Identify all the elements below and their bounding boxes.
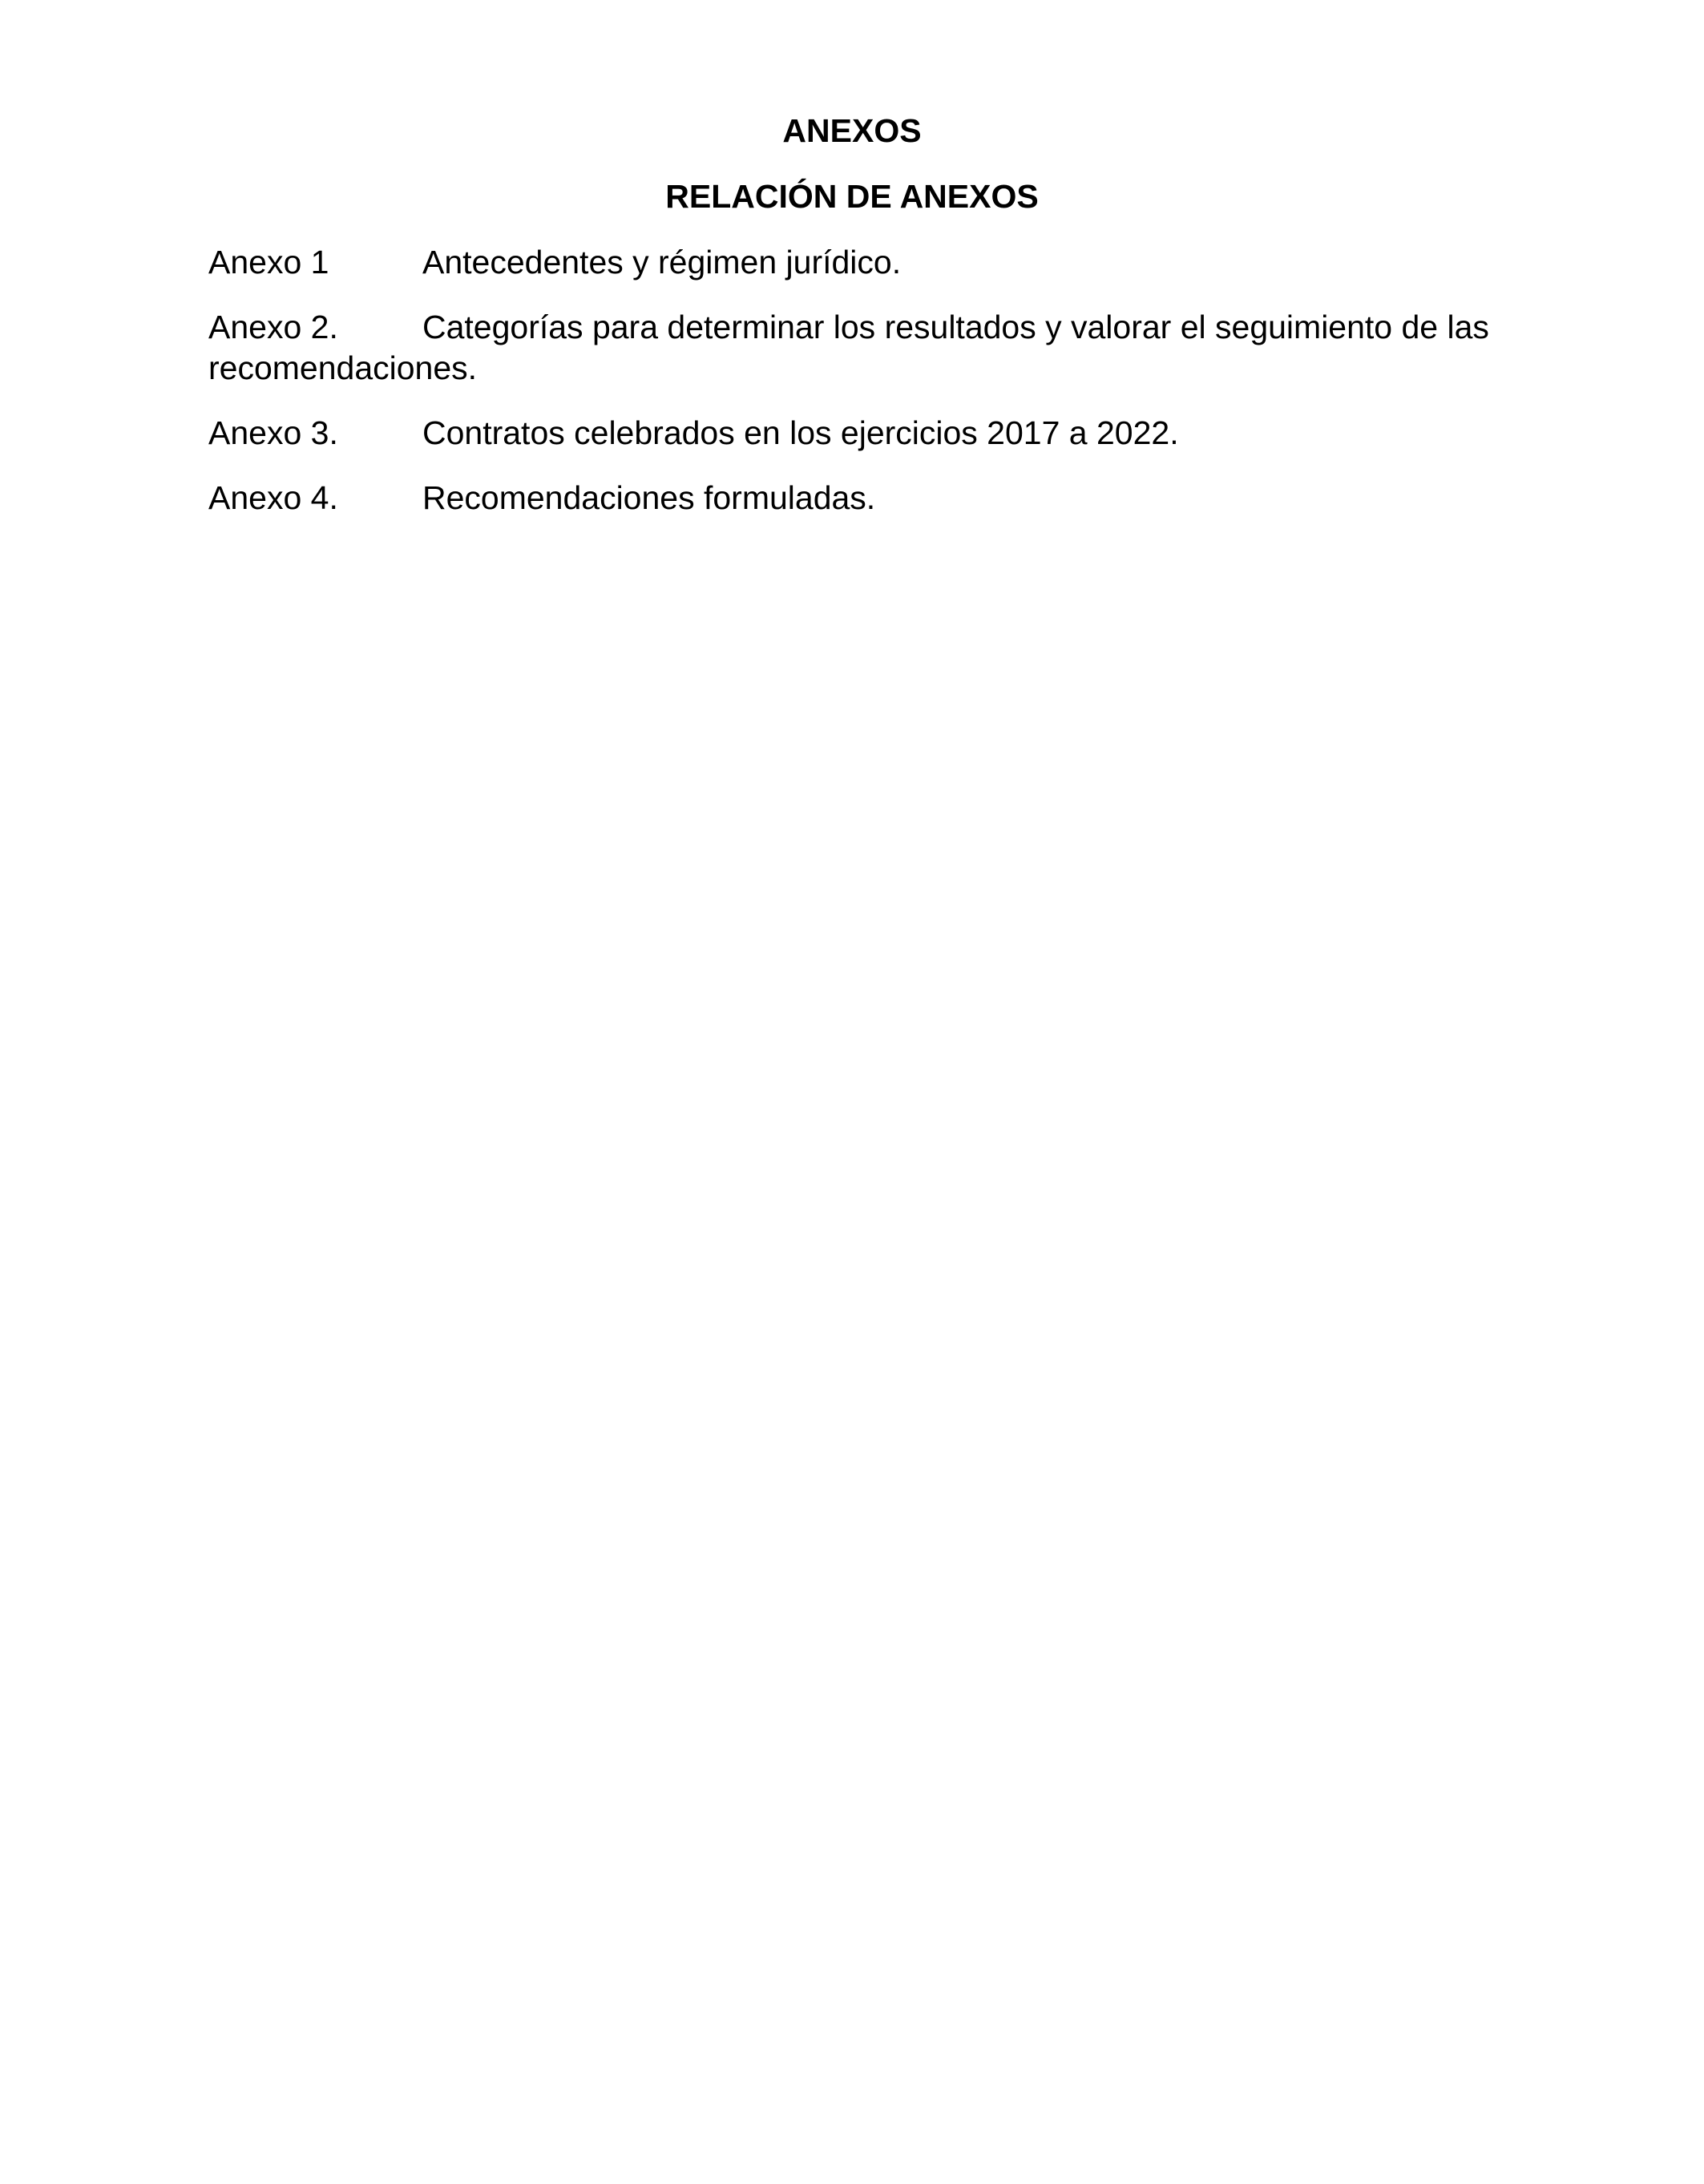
annex-number: Anexo 1 [208,244,329,281]
annex-description: Antecedentes y régimen jurídico. [422,244,902,281]
annex-description: Contratos celebrados en los ejercicios 2017 a 2022. [422,414,1179,451]
annex-description: Recomendaciones formuladas. [422,479,876,516]
annex-number: Anexo 4. [208,479,338,516]
page-subtitle: RELACIÓN DE ANEXOS [665,178,1039,215]
annex-number: Anexo 3. [208,414,338,451]
annex-description: Categorías para determinar los resultados y valorar el seguimiento de las recomendaciones. [208,309,1489,386]
annex-item [208,478,1491,519]
annex-item [208,413,1491,454]
annex-item [208,307,1491,389]
page-title: ANEXOS [782,112,922,149]
annex-list [208,242,1491,543]
annex-number: Anexo 2. [208,309,338,345]
annex-item [208,242,1491,283]
